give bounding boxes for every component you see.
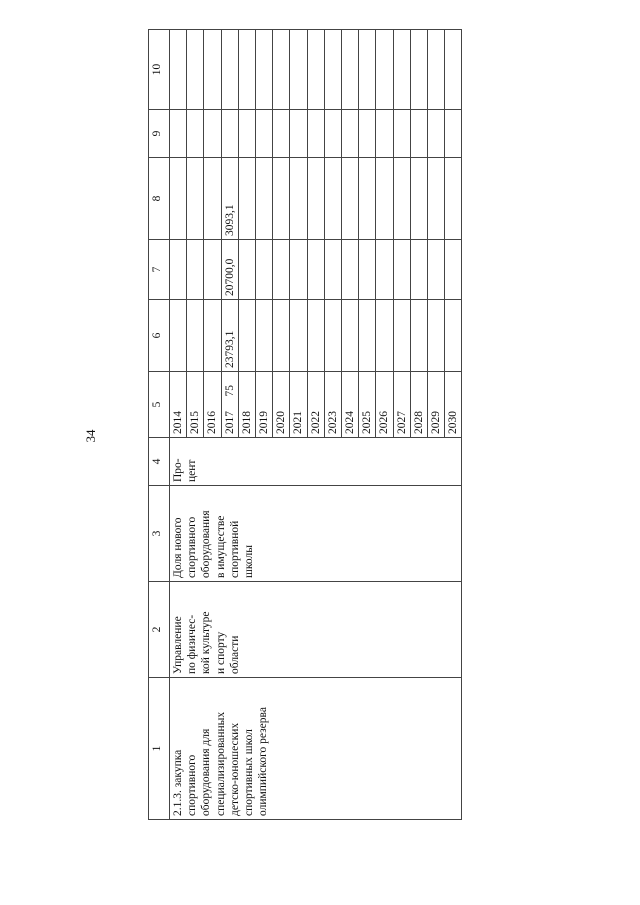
header-col-4: 4 [149, 438, 170, 486]
value-cell-col5 [359, 372, 376, 400]
year-cell: 2030 [445, 400, 462, 438]
table-body [170, 30, 462, 820]
header-row [149, 30, 170, 820]
value-cell-c7 [290, 240, 307, 300]
header-col-6: 6 [149, 300, 170, 372]
empty-cell-c9 [342, 110, 359, 158]
program-table [148, 29, 462, 820]
empty-cell-c9 [324, 110, 341, 158]
cell-line: области [228, 635, 241, 674]
table-row [170, 30, 187, 820]
value-cell-c7 [204, 240, 221, 300]
value-cell-c6: 23793,1 [221, 300, 238, 372]
value-cell-c6 [238, 300, 255, 372]
value-cell-c7 [324, 240, 341, 300]
value-cell-col5 [307, 372, 324, 400]
value-cell-col5 [428, 372, 445, 400]
value-cell-c8 [170, 158, 187, 240]
row-cell-col2 [170, 582, 462, 678]
value-cell-c6 [307, 300, 324, 372]
year-cell: 2022 [307, 400, 324, 438]
empty-cell-c10 [307, 30, 324, 110]
empty-cell-c9 [290, 110, 307, 158]
value-cell-col5 [445, 372, 462, 400]
value-cell-c6 [204, 300, 221, 372]
value-cell-c7 [428, 240, 445, 300]
empty-cell-c9 [359, 110, 376, 158]
value-cell-c6 [170, 300, 187, 372]
empty-cell-c9 [428, 110, 445, 158]
header-col-3: 3 [149, 486, 170, 582]
value-cell-col5 [324, 372, 341, 400]
value-cell-c6 [273, 300, 290, 372]
year-cell: 2029 [428, 400, 445, 438]
year-cell: 2015 [187, 400, 204, 438]
empty-cell-c10 [342, 30, 359, 110]
cell-line: спортивного [186, 754, 199, 816]
value-cell-col5 [393, 372, 410, 400]
value-cell-c8 [256, 158, 273, 240]
value-cell-c8 [204, 158, 221, 240]
value-cell-c7 [410, 240, 427, 300]
cell-line: в имуществе [214, 515, 227, 578]
value-cell-c8 [359, 158, 376, 240]
value-cell-c6 [410, 300, 427, 372]
cell-line: Про- [172, 458, 184, 482]
cell-line: специализированных [214, 711, 227, 816]
value-cell-col5 [204, 372, 221, 400]
empty-cell-c9 [376, 110, 393, 158]
value-cell-c8 [307, 158, 324, 240]
empty-cell-c10 [376, 30, 393, 110]
value-cell-c8 [428, 158, 445, 240]
header-col-8: 8 [149, 158, 170, 240]
row-cell-col1 [170, 678, 462, 820]
value-cell-col5 [273, 372, 290, 400]
empty-cell-c10 [187, 30, 204, 110]
empty-cell-c10 [393, 30, 410, 110]
empty-cell-c9 [307, 110, 324, 158]
empty-cell-c9 [204, 110, 221, 158]
year-cell: 2026 [376, 400, 393, 438]
value-cell-col5 [187, 372, 204, 400]
value-cell-c7 [393, 240, 410, 300]
header-col-9: 9 [149, 110, 170, 158]
row-cell-col4 [170, 438, 462, 486]
value-cell-col5 [238, 372, 255, 400]
cell-line: и спорту [214, 631, 227, 674]
year-cell: 2020 [273, 400, 290, 438]
value-cell-c7 [170, 240, 187, 300]
empty-cell-c10 [273, 30, 290, 110]
value-cell-c7 [187, 240, 204, 300]
value-cell-col5: 75 [221, 372, 238, 400]
value-cell-col5 [256, 372, 273, 400]
year-cell: 2027 [393, 400, 410, 438]
value-cell-c7 [445, 240, 462, 300]
value-cell-c6 [342, 300, 359, 372]
page-number: 34 [83, 429, 98, 443]
year-cell: 2021 [290, 400, 307, 438]
value-cell-c8 [445, 158, 462, 240]
empty-cell-c9 [410, 110, 427, 158]
value-cell-col5 [290, 372, 307, 400]
empty-cell-c10 [204, 30, 221, 110]
cell-line: спортивного [186, 516, 199, 578]
empty-cell-c10 [445, 30, 462, 110]
header-col-2: 2 [149, 582, 170, 678]
value-cell-c6 [359, 300, 376, 372]
year-cell: 2018 [238, 400, 255, 438]
value-cell-c8 [376, 158, 393, 240]
value-cell-c7 [273, 240, 290, 300]
empty-cell-c9 [256, 110, 273, 158]
header-col-1: 1 [149, 678, 170, 820]
value-cell-c6 [428, 300, 445, 372]
empty-cell-c10 [359, 30, 376, 110]
value-cell-col5 [342, 372, 359, 400]
year-cell: 2024 [342, 400, 359, 438]
header-col-7: 7 [149, 240, 170, 300]
cell-line: Доля нового [172, 517, 184, 578]
value-cell-c6 [324, 300, 341, 372]
year-cell: 2025 [359, 400, 376, 438]
header-col-10: 10 [149, 30, 170, 110]
value-cell-c8 [290, 158, 307, 240]
year-cell: 2014 [170, 400, 187, 438]
cell-line: оборудования [200, 510, 213, 578]
year-cell: 2017 [221, 400, 238, 438]
year-cell: 2028 [410, 400, 427, 438]
empty-cell-c10 [256, 30, 273, 110]
cell-line: по физичес- [186, 614, 199, 674]
empty-cell-c9 [445, 110, 462, 158]
year-cell: 2016 [204, 400, 221, 438]
year-cell: 2019 [256, 400, 273, 438]
row-cell-col3 [170, 486, 462, 582]
value-cell-c8 [393, 158, 410, 240]
cell-line: спортивных школ [243, 729, 256, 816]
value-cell-c8 [410, 158, 427, 240]
cell-line: 2.1.3. закупка [172, 749, 184, 816]
value-cell-col5 [410, 372, 427, 400]
empty-cell-c10 [170, 30, 187, 110]
value-cell-c7 [307, 240, 324, 300]
value-cell-col5 [376, 372, 393, 400]
empty-cell-c9 [187, 110, 204, 158]
value-cell-c8: 3093,1 [221, 158, 238, 240]
value-cell-c8 [324, 158, 341, 240]
cell-line: олимпийского резерва [257, 707, 270, 816]
value-cell-c6 [187, 300, 204, 372]
value-cell-c7 [359, 240, 376, 300]
empty-cell-c9 [393, 110, 410, 158]
empty-cell-c10 [290, 30, 307, 110]
value-cell-c7 [376, 240, 393, 300]
cell-line: Управление [172, 616, 184, 674]
empty-cell-c9 [238, 110, 255, 158]
cell-line: кой культуре [200, 611, 213, 674]
rotated-table-container [148, 30, 568, 820]
value-cell-c6 [256, 300, 273, 372]
value-cell-col5 [170, 372, 187, 400]
value-cell-c7 [342, 240, 359, 300]
empty-cell-c10 [324, 30, 341, 110]
cell-line: школы [243, 545, 256, 578]
cell-line: спортивной [228, 520, 241, 578]
value-cell-c6 [376, 300, 393, 372]
value-cell-c8 [342, 158, 359, 240]
value-cell-c8 [238, 158, 255, 240]
header-col-5: 5 [149, 372, 170, 438]
empty-cell-c10 [238, 30, 255, 110]
value-cell-c7 [256, 240, 273, 300]
value-cell-c6 [445, 300, 462, 372]
value-cell-c8 [187, 158, 204, 240]
value-cell-c6 [393, 300, 410, 372]
empty-cell-c10 [428, 30, 445, 110]
value-cell-c8 [273, 158, 290, 240]
empty-cell-c10 [410, 30, 427, 110]
value-cell-c7 [238, 240, 255, 300]
empty-cell-c9 [221, 110, 238, 158]
value-cell-c6 [290, 300, 307, 372]
empty-cell-c9 [170, 110, 187, 158]
cell-line: цент [186, 459, 199, 482]
empty-cell-c9 [273, 110, 290, 158]
year-cell: 2023 [324, 400, 341, 438]
empty-cell-c10 [221, 30, 238, 110]
value-cell-c7: 20700,0 [221, 240, 238, 300]
cell-line: детско-юношеских [228, 722, 241, 816]
cell-line: оборудования для [200, 728, 213, 816]
